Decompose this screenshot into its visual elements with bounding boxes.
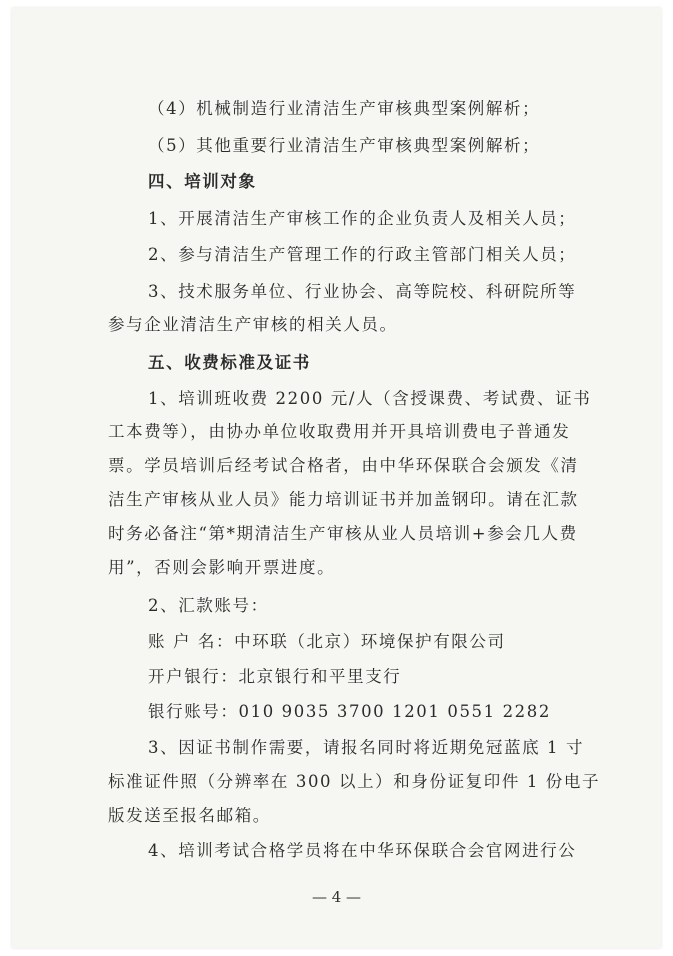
paragraph-line: 版发送至报名邮箱。 [108, 806, 271, 825]
list-item-5: （5）其他重要行业清洁生产审核典型案例解析； [148, 136, 541, 155]
section-heading-fees-certificate: 五、收费标准及证书 [148, 353, 311, 372]
paragraph-line: 1、开展清洁生产审核工作的企业负责人及相关人员； [148, 209, 577, 228]
paragraph-line: 2、参与清洁生产管理工作的行政主管部门相关人员； [148, 245, 577, 264]
paragraph-line: 3、技术服务单位、行业协会、高等院校、科研院所等 [148, 282, 577, 301]
paragraph-line: 时务必备注“第*期清洁生产审核从业人员培训+参会几人费 [108, 524, 578, 543]
account-number-line: 银行账号：010 9035 3700 1201 0551 2282 [148, 702, 551, 721]
paragraph-line: 3、因证书制作需要，请报名同时将近期免冠蓝底 1 寸 [148, 738, 585, 757]
list-item-4: （4）机械制造行业清洁生产审核典型案例解析； [148, 99, 541, 118]
paragraph-line: 洁生产审核从业人员》能力培训证书并加盖钢印。请在汇款 [108, 490, 579, 509]
account-name-line: 账 户 名：中环联（北京）环境保护有限公司 [148, 632, 506, 651]
paragraph-line: 用”，否则会影响开票进度。 [108, 558, 336, 577]
paragraph-line: 4、培训考试合格学员将在中华环保联合会官网进行公 [148, 841, 577, 860]
paragraph-line: 2、汇款账号： [148, 596, 269, 615]
paragraph-line: 标准证件照（分辨率在 300 以上）和身份证复印件 1 份电子 [108, 772, 601, 791]
document-page [12, 8, 661, 948]
bank-name-line: 开户银行：北京银行和平里支行 [148, 667, 402, 686]
paragraph-line: 票。学员培训后经考试合格者，由中华环保联合会颁发《清 [108, 456, 579, 475]
page-number: — 4 — [311, 888, 362, 906]
section-heading-training-targets: 四、培训对象 [148, 172, 257, 191]
paragraph-line: 工本费等），由协办单位收取费用并开具培训费电子普通发 [108, 422, 571, 441]
paragraph-line: 参与企业清洁生产审核的相关人员。 [108, 315, 398, 334]
paragraph-line: 1、培训班收费 2200 元/人（含授课费、考试费、证书 [148, 389, 592, 408]
